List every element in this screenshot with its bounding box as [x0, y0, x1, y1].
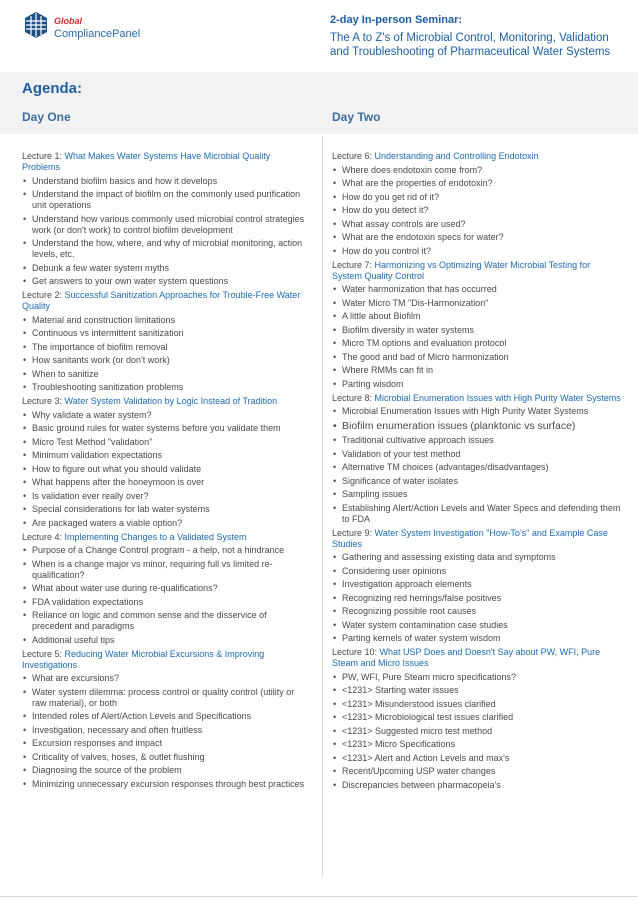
list-item: • What about water use during re-qualifications? — [22, 583, 307, 594]
list-item: • When is a change major vs minor, requiring full vs limited re-qualification? — [22, 559, 307, 581]
seminar-title: The A to Z's of Microbial Control, Monitoring, Validation and Troubleshooting of Pharmaceutical Water Systems — [330, 32, 611, 58]
lecture-section — [22, 151, 307, 287]
list-item: • Water system contamination case studies — [332, 620, 622, 631]
list-item: • Intended roles of Alert/Action Levels and Specifications — [22, 711, 307, 722]
day-two-column — [332, 149, 622, 794]
list-item: • Troubleshooting sanitization problems — [22, 382, 307, 393]
list-item: • Microbial Enumeration Issues with High Purity Water Systems — [332, 406, 622, 417]
list-item: • Traditional cultivative approach issues — [332, 435, 622, 446]
list-item: • Understand the impact of biofilm on the commonly used purification unit operations — [22, 189, 307, 211]
lecture-section — [22, 532, 307, 646]
list-item: • Water Micro TM "Dis-Harmonization" — [332, 298, 622, 309]
logo-global-text: Global — [54, 16, 83, 26]
day-one-label: Day One — [22, 110, 71, 124]
lecture-title-link[interactable]: Microbial Enumeration Issues with High Purity Water Systems — [374, 392, 621, 403]
lecture-topic-list — [22, 315, 307, 394]
lecture-number: Lecture 2: — [22, 290, 65, 300]
list-item: • Investigation approach elements — [332, 579, 622, 590]
lecture-title — [22, 396, 307, 407]
lecture-title — [332, 393, 622, 404]
list-item: • How to figure out what you should validate — [22, 464, 307, 475]
list-item: • Biofilm enumeration issues (planktonic vs surface) — [332, 420, 622, 433]
list-item: • Special considerations for lab water systems — [22, 504, 307, 515]
lecture-topic-list — [332, 284, 622, 390]
list-item: • Minimum validation expectations — [22, 450, 307, 461]
lecture-title-link[interactable]: Reducing Water Microbial Excursions & Improving Investigations — [22, 648, 265, 670]
lecture-number: Lecture 3: — [22, 396, 65, 406]
agenda-heading: Agenda: — [22, 80, 82, 97]
list-item: • How do you control it? — [332, 246, 622, 257]
list-item: • FDA validation expectations — [22, 597, 307, 608]
lecture-title — [332, 647, 622, 669]
list-item: • What are the properties of endotoxin? — [332, 178, 622, 189]
list-item: • A little about Biofilm — [332, 311, 622, 322]
list-item: • PW, WFI, Pure Steam micro specifications? — [332, 672, 622, 683]
lecture-number: Lecture 7: — [332, 259, 375, 270]
list-item: • Diagnosing the source of the problem — [22, 765, 307, 776]
list-item: • <1231> Alert and Action Levels and max's — [332, 753, 622, 764]
list-item: • Where RMMs can fit in — [332, 365, 622, 376]
lecture-title — [332, 528, 622, 550]
lecture-title-link[interactable]: What USP Does and Doesn't Say about PW, WFI, Pure Steam and Micro Issues — [332, 647, 601, 668]
logo-company-name: CompliancePanel — [54, 28, 141, 40]
lecture-section — [332, 151, 622, 257]
lecture-title-link[interactable]: Harmonizing vs Optimizing Water Microbial Testing for System Quality Control — [332, 259, 591, 281]
list-item: • Validation of your test method — [332, 449, 622, 460]
list-item: • Significance of water isolates — [332, 476, 622, 487]
list-item: • The good and bad of Micro harmonization — [332, 352, 622, 363]
list-item: • What happens after the honeymoon is over — [22, 477, 307, 488]
list-item: • <1231> Suggested micro test method — [332, 726, 622, 737]
list-item: • Establishing Alert/Action Levels and Water Specs and defending them to FDA — [332, 503, 622, 525]
lecture-topic-list — [22, 673, 307, 790]
list-item: • How do you detect it? — [332, 205, 622, 216]
list-item: • Discrepancies between pharmacopeia's — [332, 780, 622, 791]
lecture-title-link[interactable]: Water System Investigation "How-To's" and Example Case Studies — [332, 527, 608, 549]
lecture-title — [22, 290, 307, 312]
list-item: • Why validate a water system? — [22, 410, 307, 421]
list-item: • Recognizing possible root causes — [332, 606, 622, 617]
lecture-section — [22, 649, 307, 790]
lecture-title-link[interactable]: What Makes Water Systems Have Microbial Quality Problems — [22, 151, 271, 172]
list-item: • How do you get rid of it? — [332, 192, 622, 203]
list-item: • Minimizing unnecessary excursion responses through best practices — [22, 779, 307, 790]
list-item: • Gathering and assessing existing data and symptoms — [332, 552, 622, 563]
day-one-column — [22, 149, 307, 793]
lecture-title — [22, 151, 307, 173]
list-item: • Get answers to your own water system questions — [22, 276, 307, 287]
list-item: • The importance of biofilm removal — [22, 342, 307, 353]
lecture-title — [332, 151, 622, 162]
list-item: • Investigation, necessary and often fruitless — [22, 725, 307, 736]
list-item: • <1231> Micro Specifications — [332, 739, 622, 750]
list-item: • Criticality of valves, hoses, & outlet flushing — [22, 752, 307, 763]
lecture-title — [22, 532, 307, 543]
lecture-topic-list — [332, 672, 622, 791]
lecture-number: Lecture 10: — [332, 647, 380, 657]
list-item: • Understand the how, where, and why of microbial monitoring, action levels, etc. — [22, 238, 307, 260]
lecture-section — [332, 528, 622, 645]
list-item: • When to sanitize — [22, 369, 307, 380]
list-item: • <1231> Starting water issues — [332, 685, 622, 696]
lecture-title-link[interactable]: Understanding and Controlling Endotoxin — [374, 151, 539, 161]
lecture-topic-list — [332, 406, 622, 525]
list-item: • Considering user opinions — [332, 566, 622, 577]
lecture-section — [22, 290, 307, 393]
list-item: • Sampling issues — [332, 489, 622, 500]
seminar-type: 2-day In-person Seminar: — [330, 14, 463, 26]
list-item: • Understand how various commonly used microbial control strategies work (or don't work) to control biofilm development — [22, 214, 307, 236]
lecture-section — [332, 393, 622, 525]
list-item: • Reliance on logic and common sense and the disservice of precedent and paradigms — [22, 610, 307, 632]
lecture-topic-list — [22, 410, 307, 529]
lecture-title — [332, 260, 622, 282]
lecture-title — [22, 649, 307, 671]
company-logo — [22, 10, 162, 50]
lecture-topic-list — [22, 545, 307, 646]
list-item: • Water system dilemma: process control or quality control (utility or raw material), or both — [22, 687, 307, 709]
list-item: • Biofilm diversity in water systems — [332, 325, 622, 336]
lecture-number: Lecture 8: — [332, 392, 375, 403]
list-item: • <1231> Microbiological test issues clarified — [332, 712, 622, 723]
agenda-band — [0, 72, 638, 134]
lecture-title-link[interactable]: Successful Sanitization Approaches for Trouble-Free Water Quality — [22, 290, 301, 311]
footer-divider — [0, 896, 638, 897]
list-item: • Alternative TM choices (advantages/disadvantages) — [332, 462, 622, 473]
list-item: • Is validation ever really over? — [22, 491, 307, 502]
list-item: • Are packaged waters a viable option? — [22, 518, 307, 529]
lecture-number: Lecture 9: — [332, 527, 375, 538]
list-item: • Debunk a few water system myths — [22, 263, 307, 274]
list-item: • Material and construction limitations — [22, 315, 307, 326]
list-item: • Where does endotoxin come from? — [332, 165, 622, 176]
list-item: • Basic ground rules for water systems before you validate them — [22, 423, 307, 434]
globe-logo-icon — [22, 10, 50, 40]
lecture-section — [332, 260, 622, 390]
list-item: • What are excursions? — [22, 673, 307, 684]
page-header — [0, 0, 638, 72]
day-two-label: Day Two — [332, 110, 381, 124]
list-item: • How sanitants work (or don't work) — [22, 355, 307, 366]
lecture-number: Lecture 5: — [22, 648, 65, 659]
lecture-number: Lecture 4: — [22, 531, 65, 542]
list-item: • Understand biofilm basics and how it develops — [22, 176, 307, 187]
list-item: • What are the endotoxin specs for water? — [332, 232, 622, 243]
list-item: • <1231> Misunderstood issues clarified — [332, 699, 622, 710]
list-item: • Micro Test Method "validation" — [22, 437, 307, 448]
list-item: • Parting wisdom — [332, 379, 622, 390]
lecture-section — [332, 647, 622, 791]
list-item: • Parting kernels of water system wisdom — [332, 633, 622, 644]
list-item: • Additional useful tips — [22, 635, 307, 646]
list-item: • Excursion responses and impact — [22, 738, 307, 749]
list-item: • Micro TM options and evaluation protocol — [332, 338, 622, 349]
lecture-topic-list — [332, 552, 622, 644]
lecture-section — [22, 396, 307, 529]
list-item: • Purpose of a Change Control program - a help, not a hindrance — [22, 545, 307, 556]
lecture-topic-list — [22, 176, 307, 288]
lecture-topic-list — [332, 165, 622, 257]
list-item: • What assay controls are used? — [332, 219, 622, 230]
lecture-title-link[interactable]: Water System Validation by Logic Instead of Tradition — [64, 396, 278, 406]
lecture-title-link[interactable]: Implementing Changes to a Validated System — [64, 531, 247, 542]
list-item: • Recent/Upcoming USP water changes — [332, 766, 622, 777]
lecture-number: Lecture 6: — [332, 151, 375, 161]
list-item: • Continuous vs intermittent sanitization — [22, 328, 307, 339]
column-divider — [322, 136, 323, 876]
lecture-number: Lecture 1: — [22, 151, 65, 161]
list-item: • Water harmonization that has occurred — [332, 284, 622, 295]
list-item: • Recognizing red herrings/false positives — [332, 593, 622, 604]
